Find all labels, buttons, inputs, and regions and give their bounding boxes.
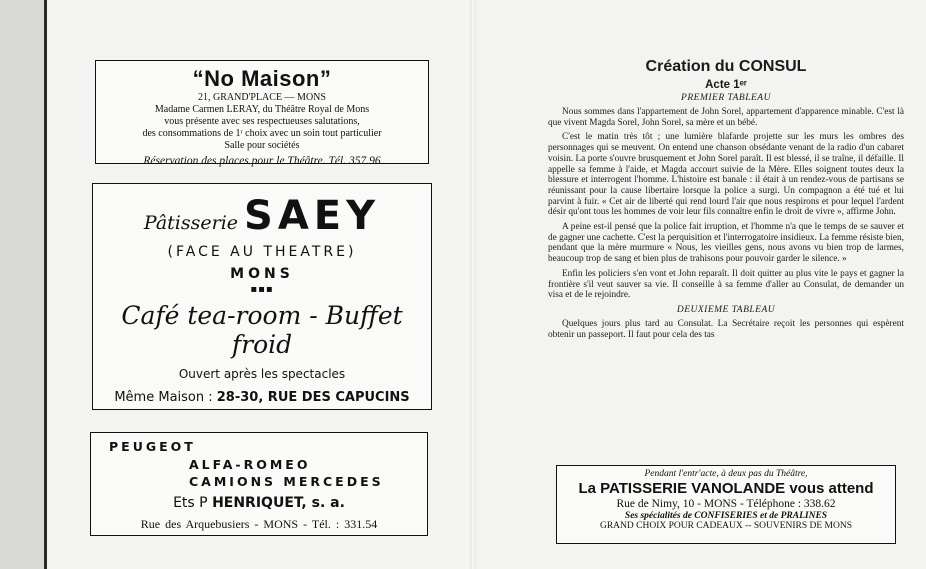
- ad-vanolande-line2: La PATISSERIE VANOLANDE vous attend: [578, 480, 874, 497]
- ad-saey-name: SAEY: [244, 193, 381, 239]
- ad-no-maison-title: “No Maison”: [192, 66, 332, 91]
- article-title: Création du CONSUL: [645, 58, 807, 75]
- ad-vanolande-line5: GRAND CHOIX POUR CADEAUX -- SOUVENIRS DE MONS: [599, 521, 853, 531]
- page-edge-line: [44, 0, 47, 569]
- ad-saey-sub: (FACE AU THEATRE): [167, 244, 357, 260]
- ad-saey-prefix: Pâtisserie: [143, 212, 239, 234]
- article-paragraph-4: Enfin les policiers s'en vont et John reparaît. Il doit quitter au plus vite le pays et gagner la frontière s'il veut sauver sa vie. Il conseille à sa femme d'aller au Consulat, de demander un visa et de le rejoindre.: [548, 268, 904, 301]
- ad-saey-address: [93, 390, 431, 405]
- ad-saey-cafe: Café tea-room - Buffet froid: [121, 301, 403, 359]
- ad-saey-address-prefix: Même Maison :: [114, 390, 213, 405]
- center-fold: [470, 0, 476, 569]
- article-acte: Acte 1ᵉʳ: [705, 79, 747, 91]
- ad-peugeot: [90, 432, 428, 536]
- ad-saey-city: MONS: [230, 266, 294, 282]
- ad-saey-heading: [93, 193, 431, 239]
- ad-peugeot-company: [91, 495, 427, 511]
- ad-peugeot-company-prefix: Ets P: [173, 495, 208, 511]
- ad-peugeot-line2: ALFA-ROMEO: [189, 457, 311, 472]
- ad-peugeot-address: Rue des Arquebusiers - MONS - Tél. : 331.54: [140, 517, 378, 531]
- article-tableau-1: PREMIER TABLEAU: [681, 93, 771, 103]
- ad-no-maison-line5: Réservation des places pour le Théâtre. Tél. 357.96: [143, 155, 381, 167]
- ad-vanolande-line3: Rue de Nimy, 10 - MONS - Téléphone : 338.62: [616, 498, 836, 510]
- article-paragraph-2: C'est le matin très tôt ; une lumière blafarde projette sur les murs les ombres des personnages qui se meuvent. On entend une chanson obsédante venant de la radio d'un cabaret voisin. La porte s'ouvre brusquement et John Sorel paraît. Il est blessé, il se traîne, il défaille. Il appelle sa femme à l'aide, et Magda accourt suivie de la Mère. Elles soignent toutes deux la blessure et interrogent l'homme. L'histoire est banale : il était à un rendez-vous de partisans se réunissant pour la cause libertaire lorsque la police a surgi. Un compagnon a été tué et lui parvint à fuir. « Cet air de liberté qui rend lourd l'air que nous respirons et pour lequel l'ardent désir qu'ont tous les hommes de voir leur fils connaître enfin le droit de vivre », affirme John.: [548, 132, 904, 218]
- page-edge: [0, 0, 46, 569]
- ad-no-maison-line4: Salle pour sociétés: [224, 140, 300, 151]
- ad-no-maison: [95, 60, 429, 167]
- article-tableau-2: DEUXIEME TABLEAU: [676, 304, 776, 315]
- ad-peugeot-line3: CAMIONS MERCEDES: [189, 474, 384, 489]
- article: [548, 58, 904, 340]
- article-paragraph-3: A peine est-il pensé que la police fait irruption, et l'homme n'a que le temps de se sauver et de gagner une cachette. C'est la perquisition et l'interrogatoire insidieux. La femme résiste bien, pendant que la mère murmure « Nous, les vieilles gens, nous avons vu bien trop de larmes, beaucoup trop de sang et bien plus de trahisons pour pouvoir garder le silence. »: [548, 222, 904, 265]
- article-paragraph-5: Quelques jours plus tard au Consulat. La Secrétaire reçoit les personnes qui espèrent obtenir un passeport. Il faut pour cela des tas: [548, 318, 904, 340]
- ad-no-maison-address: 21, GRAND'PLACE — MONS: [198, 92, 326, 103]
- ad-peugeot-company-name: HENRIQUET, s. a.: [212, 495, 345, 511]
- ad-no-maison-line3: des consommations de 1ʳ choix avec un soin tout particulier: [142, 128, 382, 139]
- ad-vanolande-line4: Ses spécialités de CONFISERIES et de PRALINES: [624, 511, 828, 521]
- ad-saey: [92, 183, 432, 410]
- ad-no-maison-line2: vous présente avec ses respectueuses salutations,: [164, 116, 360, 127]
- ad-saey-open: Ouvert après les spectacles: [178, 367, 346, 381]
- ad-peugeot-line1: PEUGEOT: [109, 439, 196, 454]
- ad-no-maison-line1: Madame Carmen LERAY, du Théâtre Royal de Mons: [154, 104, 370, 115]
- article-paragraph-1: Nous sommes dans l'appartement de John Sorel, appartement d'apparence minable. C'est là que vivent Magda Sorel, John Sorel, sa mère et un bébé.: [548, 107, 904, 128]
- ad-vanolande-line1: Pendant l'entr'acte, à deux pas du Théâtre,: [644, 469, 808, 479]
- ad-saey-address-street: 28-30, RUE DES CAPUCINS: [216, 390, 410, 405]
- ad-vanolande: [556, 465, 896, 544]
- ad-saey-dots: ▪▪▪: [250, 284, 274, 295]
